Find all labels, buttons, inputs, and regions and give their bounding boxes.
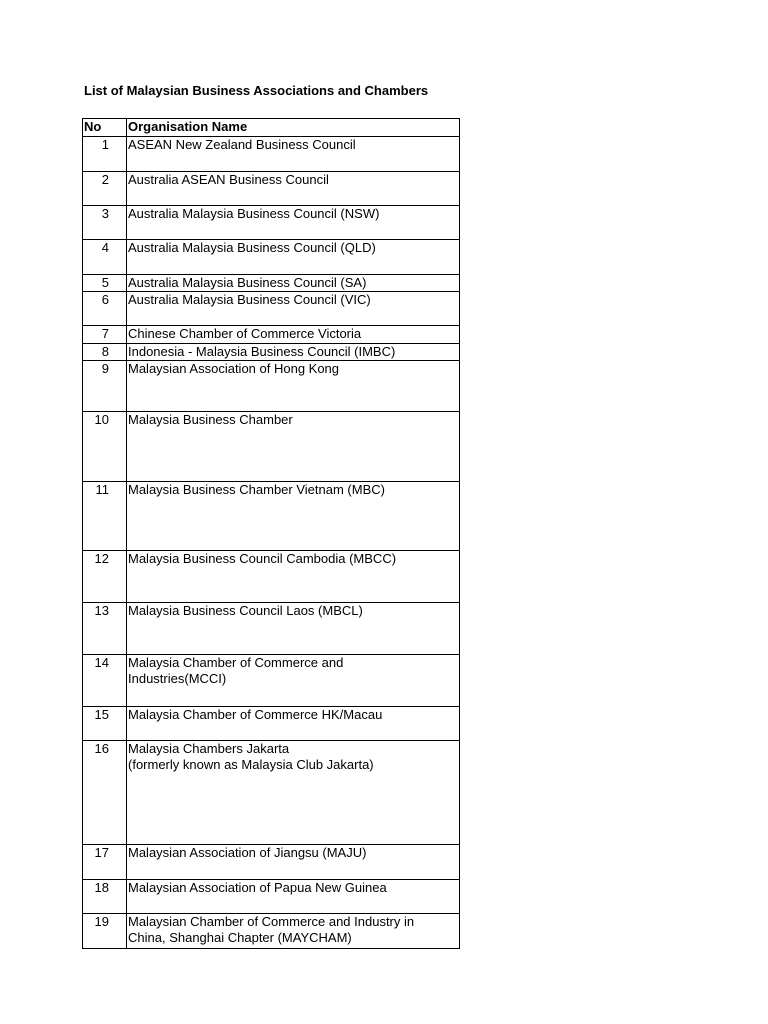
organisation-name	[127, 206, 460, 240]
row-number: 14	[83, 655, 127, 707]
organisation-name-text: Malaysia Business Council Laos (MBCL)	[128, 603, 363, 618]
organisation-name-text: Malaysia Chambers Jakarta (formerly known as Malaysia Club Jakarta)	[128, 741, 374, 772]
organisation-name	[127, 172, 460, 206]
row-number: 12	[83, 551, 127, 603]
organisation-name	[127, 326, 460, 344]
column-header-no: No	[83, 119, 127, 137]
row-number: 15	[83, 707, 127, 741]
organisation-name-text: Malaysia Chamber of Commerce and Industries(MCCI)	[128, 655, 344, 686]
organisation-name	[127, 741, 460, 845]
organisation-name-text: Malaysian Association of Jiangsu (MAJU)	[128, 845, 367, 860]
organisation-name	[127, 914, 460, 949]
document-title: List of Malaysian Business Associations and Chambers	[84, 83, 429, 98]
organisation-name-text: Australia ASEAN Business Council	[128, 172, 329, 187]
organisation-name-text: Australia Malaysia Business Council (NSW)	[128, 206, 380, 221]
organisation-name	[127, 137, 460, 172]
organisation-name-text: Malaysia Business Chamber	[128, 412, 293, 427]
table-row	[83, 707, 460, 741]
organisation-name-text: Malaysian Association of Papua New Guinea	[128, 880, 387, 895]
row-number: 13	[83, 603, 127, 655]
row-number: 17	[83, 845, 127, 880]
organisation-name	[127, 482, 460, 551]
table-row	[83, 655, 460, 707]
organisation-name-text: Malaysian Chamber of Commerce and Industry in China, Shanghai Chapter (MAYCHAM)	[128, 914, 415, 945]
organisations-table	[82, 118, 460, 949]
organisation-name	[127, 292, 460, 326]
organisation-name-text: Malaysia Business Council Cambodia (MBCC)	[128, 551, 397, 566]
table-row	[83, 275, 460, 292]
organisation-name-text: Australia Malaysia Business Council (SA)	[128, 275, 367, 290]
organisation-name	[127, 655, 460, 707]
row-number: 16	[83, 741, 127, 845]
organisation-name-text: Indonesia - Malaysia Business Council (IMBC)	[128, 344, 396, 359]
table-row	[83, 137, 460, 172]
organisation-name	[127, 551, 460, 603]
organisation-name-text: Malaysia Chamber of Commerce HK/Macau	[128, 707, 383, 722]
row-number: 4	[83, 240, 127, 275]
table-row	[83, 172, 460, 206]
row-number: 10	[83, 412, 127, 482]
organisation-name	[127, 361, 460, 412]
organisation-name	[127, 240, 460, 275]
table-row	[83, 741, 460, 845]
table-row	[83, 344, 460, 361]
table-row	[83, 361, 460, 412]
table-row	[83, 292, 460, 326]
organisation-name	[127, 603, 460, 655]
row-number: 19	[83, 914, 127, 949]
table-row	[83, 482, 460, 551]
table-row	[83, 603, 460, 655]
organisation-name	[127, 412, 460, 482]
organisation-name-text: Australia Malaysia Business Council (VIC)	[128, 292, 371, 307]
organisation-name-text: Australia Malaysia Business Council (QLD)	[128, 240, 376, 255]
table-row	[83, 412, 460, 482]
row-number: 7	[83, 326, 127, 344]
organisation-name	[127, 275, 460, 292]
table-header-row	[83, 119, 460, 137]
row-number: 2	[83, 172, 127, 206]
row-number: 6	[83, 292, 127, 326]
organisation-name	[127, 880, 460, 914]
table-row	[83, 880, 460, 914]
row-number: 1	[83, 137, 127, 172]
table-row	[83, 240, 460, 275]
organisation-name-text: Malaysia Business Chamber Vietnam (MBC)	[128, 482, 385, 497]
table-row	[83, 326, 460, 344]
table-row	[83, 206, 460, 240]
row-number: 18	[83, 880, 127, 914]
table-row	[83, 914, 460, 949]
organisation-name-text: Malaysian Association of Hong Kong	[128, 361, 340, 376]
organisation-name	[127, 707, 460, 741]
table-row	[83, 551, 460, 603]
column-header-organisation-name: Organisation Name	[127, 119, 460, 137]
organisation-name	[127, 845, 460, 880]
row-number: 11	[83, 482, 127, 551]
row-number: 3	[83, 206, 127, 240]
organisation-name-text: Chinese Chamber of Commerce Victoria	[128, 326, 362, 341]
organisation-name-text: ASEAN New Zealand Business Council	[128, 137, 356, 152]
organisation-name	[127, 344, 460, 361]
row-number: 9	[83, 361, 127, 412]
row-number: 5	[83, 275, 127, 292]
table-row	[83, 845, 460, 880]
row-number: 8	[83, 344, 127, 361]
